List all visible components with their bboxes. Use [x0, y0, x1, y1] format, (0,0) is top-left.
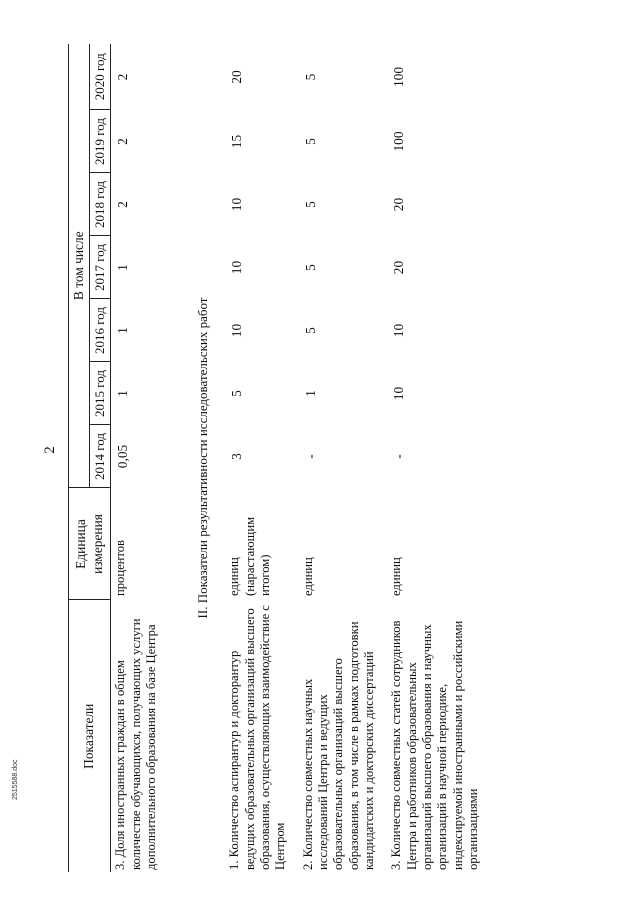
unit-cell: единиц: [389, 557, 404, 596]
value-cell: 5: [229, 390, 245, 397]
value-cell: 100: [391, 131, 407, 152]
value-cell: 1: [302, 390, 318, 397]
value-cell: 5: [302, 201, 318, 208]
value-cell: 1: [115, 327, 131, 334]
document-code: 2515588.doc: [12, 759, 19, 800]
value-cell: 3: [229, 453, 245, 460]
header-year: 2017 год: [90, 236, 111, 299]
indicators-table: [68, 44, 486, 872]
value-cell: 15: [229, 134, 245, 149]
value-cell: 0,05: [115, 444, 131, 469]
value-cell: 10: [229, 323, 245, 338]
rotated-table-container: [68, 44, 598, 872]
page-number: 2: [42, 446, 58, 454]
header-year: 2020 год: [90, 44, 111, 110]
unit-cell: единиц (нарастающим итогом): [227, 516, 272, 596]
value-cell: 5: [302, 138, 318, 145]
value-cell: 5: [302, 264, 318, 271]
value-cell: 10: [391, 323, 407, 338]
unit-cell: процентов: [113, 540, 128, 596]
header-year: 2016 год: [90, 299, 111, 362]
table-row: [387, 44, 485, 872]
value-cell: 2: [115, 138, 131, 145]
value-cell: 5: [302, 327, 318, 334]
section-title: II. Показатели результативности исследовательских работ: [195, 297, 211, 619]
header-row: [69, 44, 90, 872]
value-cell: 1: [115, 264, 131, 271]
value-cell: 10: [229, 260, 245, 275]
value-cell: -: [391, 454, 407, 459]
section-row: [173, 44, 225, 872]
header-indicator: Показатели: [69, 600, 111, 872]
header-year: 2018 год: [90, 173, 111, 236]
value-cell: 100: [391, 66, 407, 88]
header-in-total: В том числе: [69, 44, 90, 488]
value-cell: 20: [229, 70, 245, 84]
indicator-name: 1. Количество аспирантур и докторантур ведущих образовательных организаций высшего образования, осуществляющих взаимодействие с Центром: [227, 605, 288, 870]
header-unit: Единица измерения: [69, 488, 111, 600]
value-cell: -: [302, 454, 318, 459]
header-year: 2019 год: [90, 110, 111, 173]
value-cell: 1: [115, 390, 131, 397]
value-cell: 10: [391, 386, 407, 401]
value-cell: 5: [302, 73, 318, 81]
value-cell: 10: [229, 197, 245, 212]
table-row: [299, 44, 388, 872]
header-year: 2014 год: [90, 425, 111, 488]
value-cell: 20: [391, 197, 407, 212]
value-cell: 2: [115, 73, 131, 81]
indicator-name: 3. Доля иностранных граждан в общем количестве обучающихся, получающих услуги дополнительного образования на базе Центра: [113, 618, 158, 870]
value-cell: 20: [391, 260, 407, 275]
header-year: 2015 год: [90, 362, 111, 425]
table-row: [111, 44, 174, 872]
indicator-name: 2. Количество совместных научных исследований Центра и ведущих образовательных организаций высшего образования, в том числе в рамках подготовки кандидатских и докторских диссертаций: [300, 621, 377, 870]
table-row: [225, 44, 298, 872]
indicator-name: 3. Количество совместных статей сотрудников Центра и работников образовательных организаций высшего образования и научных организаций в научной периодике, индексируемой иностранными и российскими организациями: [389, 620, 481, 870]
unit-cell: единиц: [300, 557, 315, 596]
value-cell: 2: [115, 201, 131, 208]
